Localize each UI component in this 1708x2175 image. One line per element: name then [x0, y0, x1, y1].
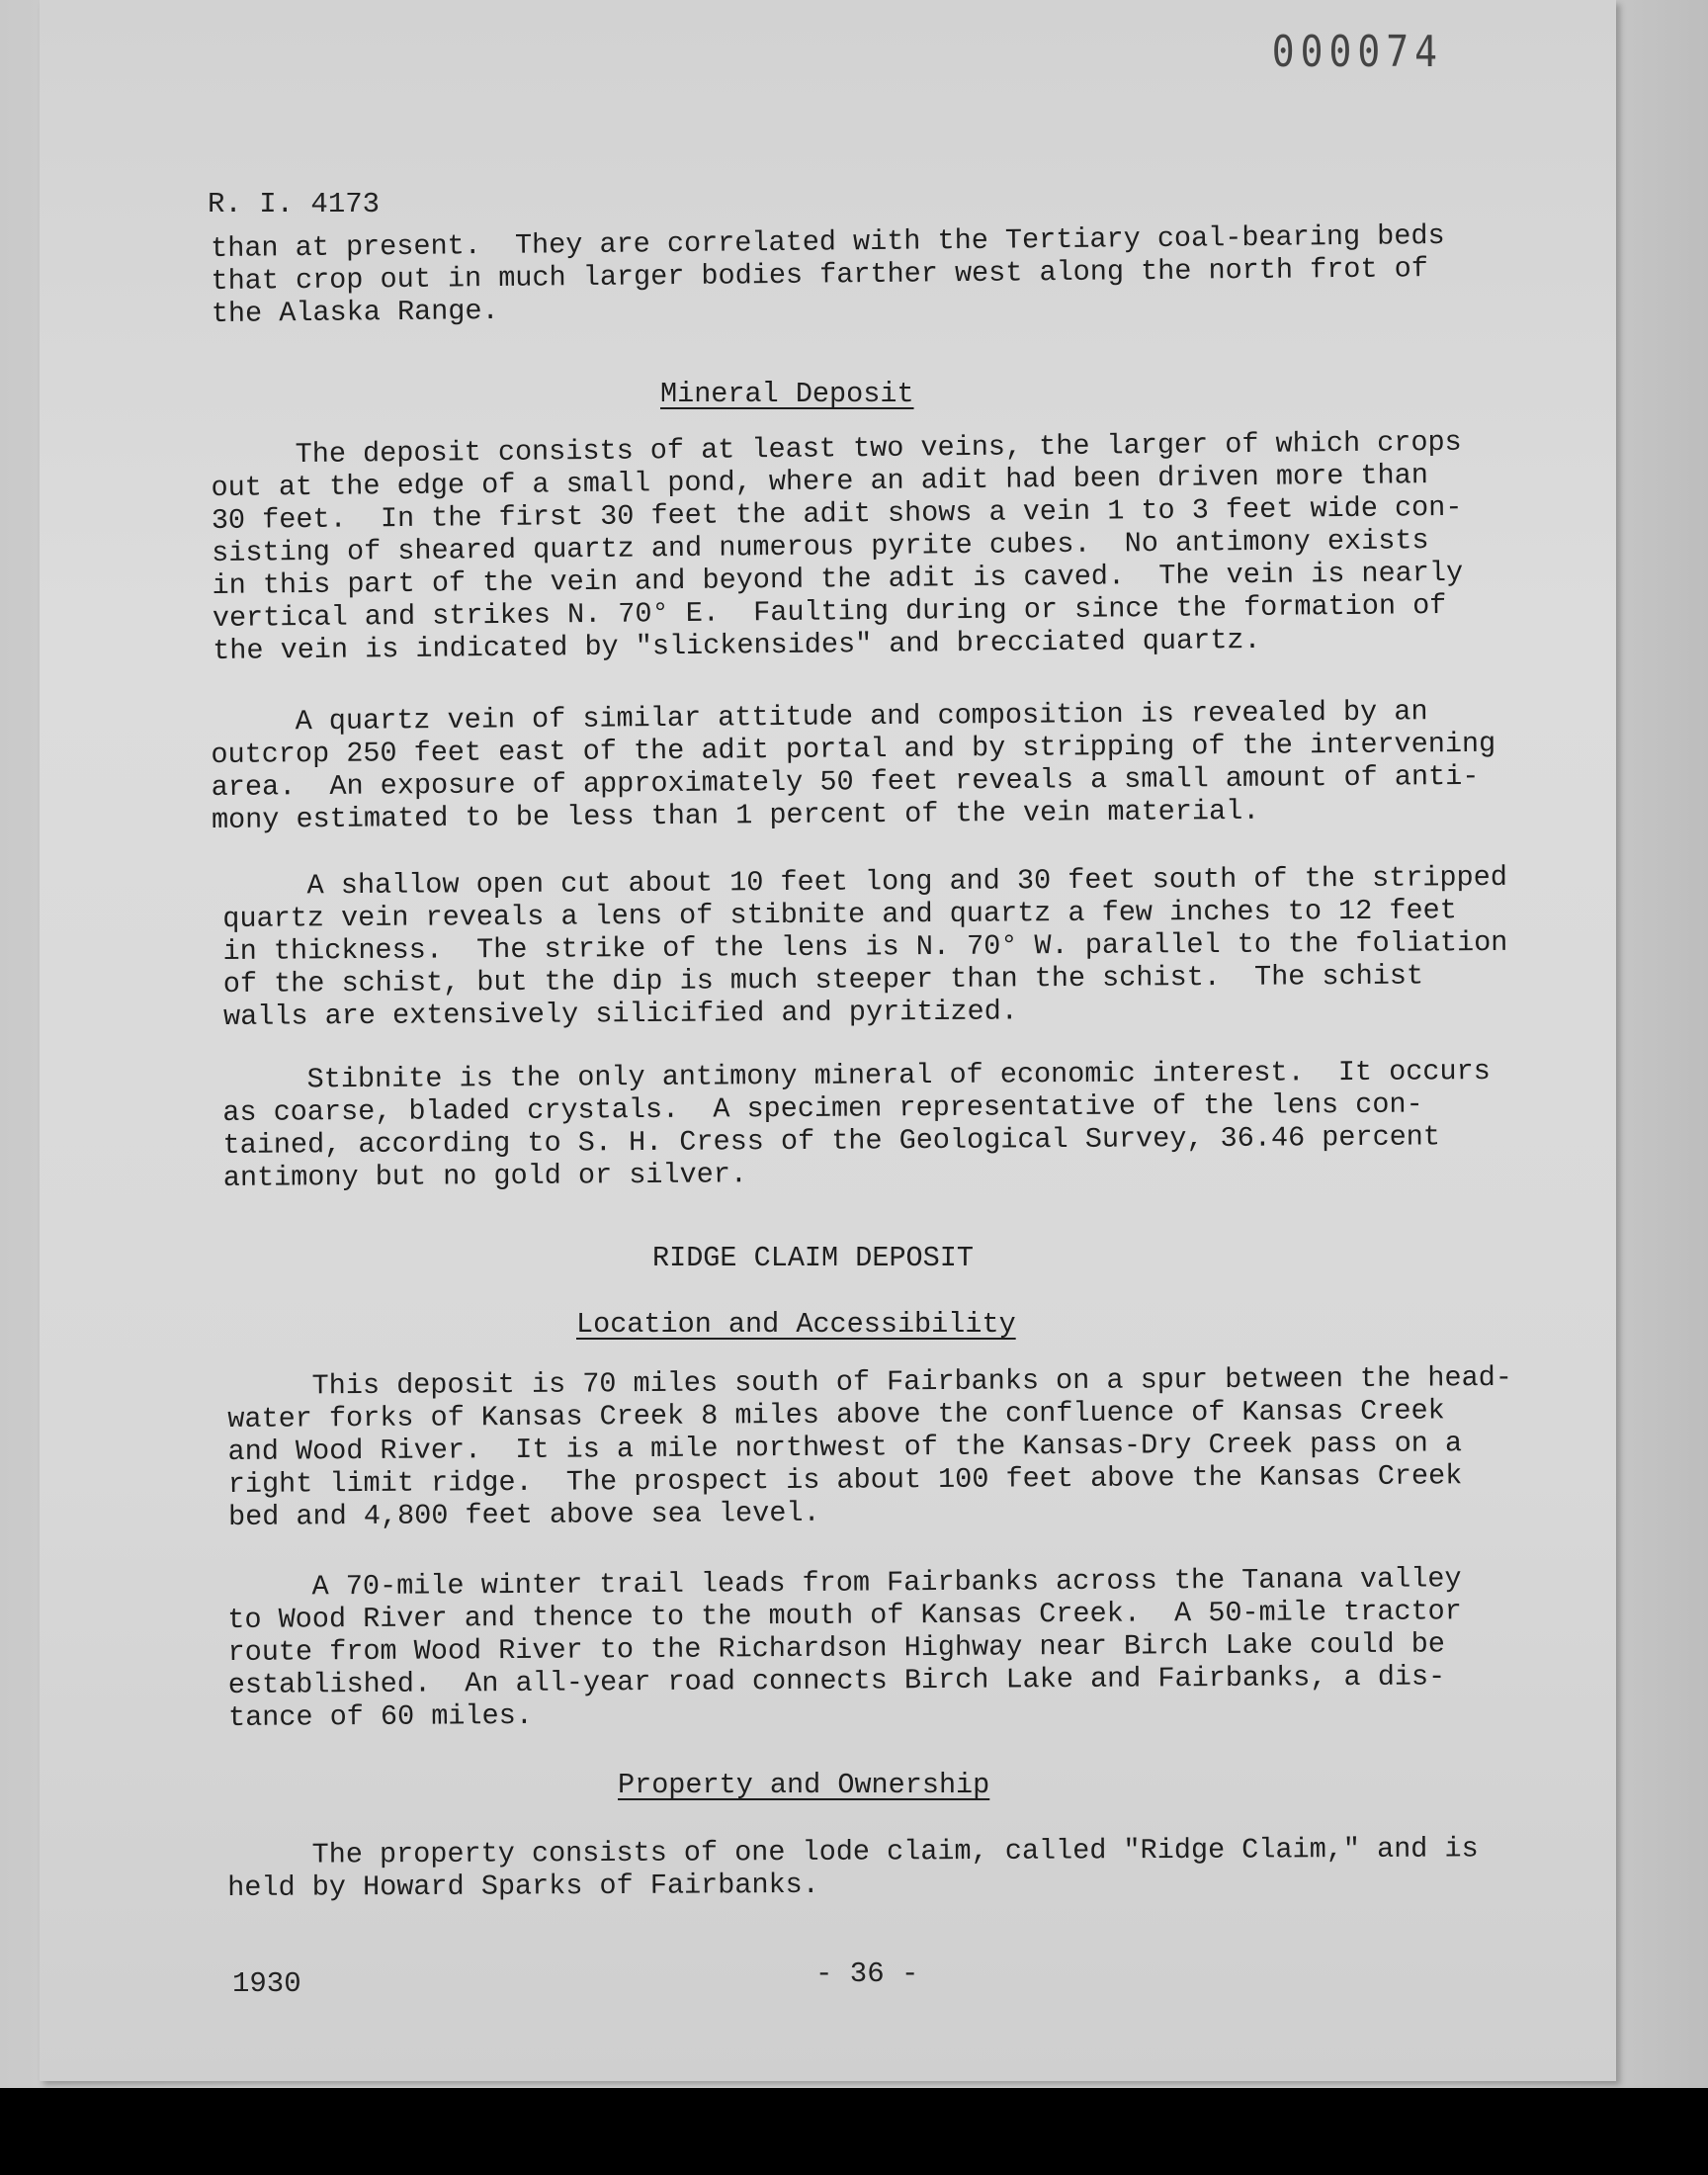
heading-ridge-claim-deposit: RIDGE CLAIM DEPOSIT — [652, 1242, 974, 1274]
paragraph-deposit-1: The deposit consists of at least two veins, the larger of which crops out at the edge of a small pond, where an adit had been driven more than 30 feet. In the first 30 feet the adit shows a vein 1 to 3 feet wide con- sisting of sheared quartz and numerous pyrite cubes. No antimony exists in this part of the vein and beyond the adit is caved. The vein is nearly vertical and strikes N. 70° E. Faulting during or since the formation of the vein is indicated by "slickensides" and brecciated quartz. — [211, 425, 1464, 667]
heading-property-ownership: Property and Ownership — [618, 1769, 990, 1801]
heading-location-accessibility: Location and Accessibility — [576, 1308, 1016, 1341]
heading-mineral-deposit: Mineral Deposit — [660, 378, 914, 410]
report-id: R. I. 4173 — [208, 188, 381, 220]
paragraph-deposit-3: A shallow open cut about 10 feet long and 30 feet south of the stripped quartz vein reveals a lens of stibnite and quartz a few inches to 12 feet in thickness. The strike of the lens is N. 70° W. parallel to the foliation of the schist, but the dip is much steeper than the schist. The schist walls are extensively silicified and pyritized. — [222, 860, 1508, 1033]
paragraph-deposit-2: A quartz vein of similar attitude and composition is revealed by an outcrop 250 feet east of the adit portal and by stripping of the intervening area. An exposure of approximately 50 feet reveals a small amount of anti- mony estimated to be less than 1 percent of the vein material. — [211, 695, 1496, 836]
paragraph-deposit-4: Stibnite is the only antimony mineral of economic interest. It occurs as coarse, bladed crystals. A specimen representative of the lens con- tained, according to S. H. Cress of the Geological Survey, 36.46 percent antimony but no gold or silver. — [222, 1055, 1491, 1194]
footer-page-number: - 36 - — [815, 1958, 919, 1990]
paragraph-property: The property consists of one lode claim, called "Ridge Claim," and is held by Howard Sparks of Fairbanks. — [227, 1832, 1479, 1904]
paragraph-intro: than at present. They are correlated with the Tertiary coal-bearing beds that crop out in much larger bodies farther west along the north frot of the Alaska Range. — [211, 218, 1445, 330]
scanner-border — [0, 2088, 1708, 2175]
footer-year: 1930 — [232, 1967, 301, 2000]
paragraph-location-2: A 70-mile winter trail leads from Fairbanks across the Tanana valley to Wood River and thence to the mouth of Kansas Creek. A 50-mile tractor route from Wood River to the Richardson Highway near Birch Lake could be established. An all-year road connects Birch Lake and Fairbanks, a dis- tance of 60 miles. — [227, 1562, 1462, 1734]
document-page — [40, 0, 1616, 2081]
document-number: 000074 — [1271, 26, 1443, 77]
paragraph-location-1: This deposit is 70 miles south of Fairbanks on a spur between the head- water forks of Kansas Creek 8 miles above the confluence of Kansas Creek and Wood River. It is a mile northwest of the Kansas-Dry Creek pass on a right limit ridge. The prospect is about 100 feet above the Kansas Creek bed and 4,800 feet above sea level. — [227, 1360, 1513, 1533]
